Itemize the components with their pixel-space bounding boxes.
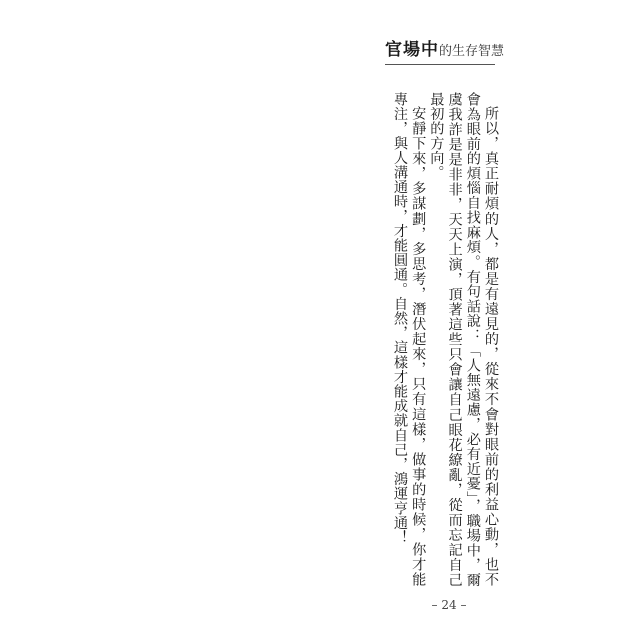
- page-number: [0, 598, 640, 612]
- header-title-main: 官場中: [385, 40, 439, 60]
- page-number-text: – 24 –: [431, 598, 467, 612]
- paragraph: 所以，真正耐煩的人，都是有遠見的，從來不會對眼前的利益心動，也不會為眼前的煩惱自找麻煩。有句話說：「人無遠慮，必有近憂」，職場中，爾虞我詐是是非非，天天上演，頂著這些只會讓自己眼花繚亂，從而忘記自己最初的方向。: [428, 92, 499, 587]
- body-text: [382, 92, 500, 587]
- header-rule: [385, 64, 495, 65]
- paragraph: 安靜下來，多謀劃，多思考，潛伏起來，只有這樣，做事的時候，你才能專注，與人溝通時，才能圓通。自然，這樣才能成就自己，鴻運亨通！: [391, 92, 427, 587]
- header-title-sub: 的生存智慧: [439, 44, 505, 59]
- running-header: [385, 42, 504, 59]
